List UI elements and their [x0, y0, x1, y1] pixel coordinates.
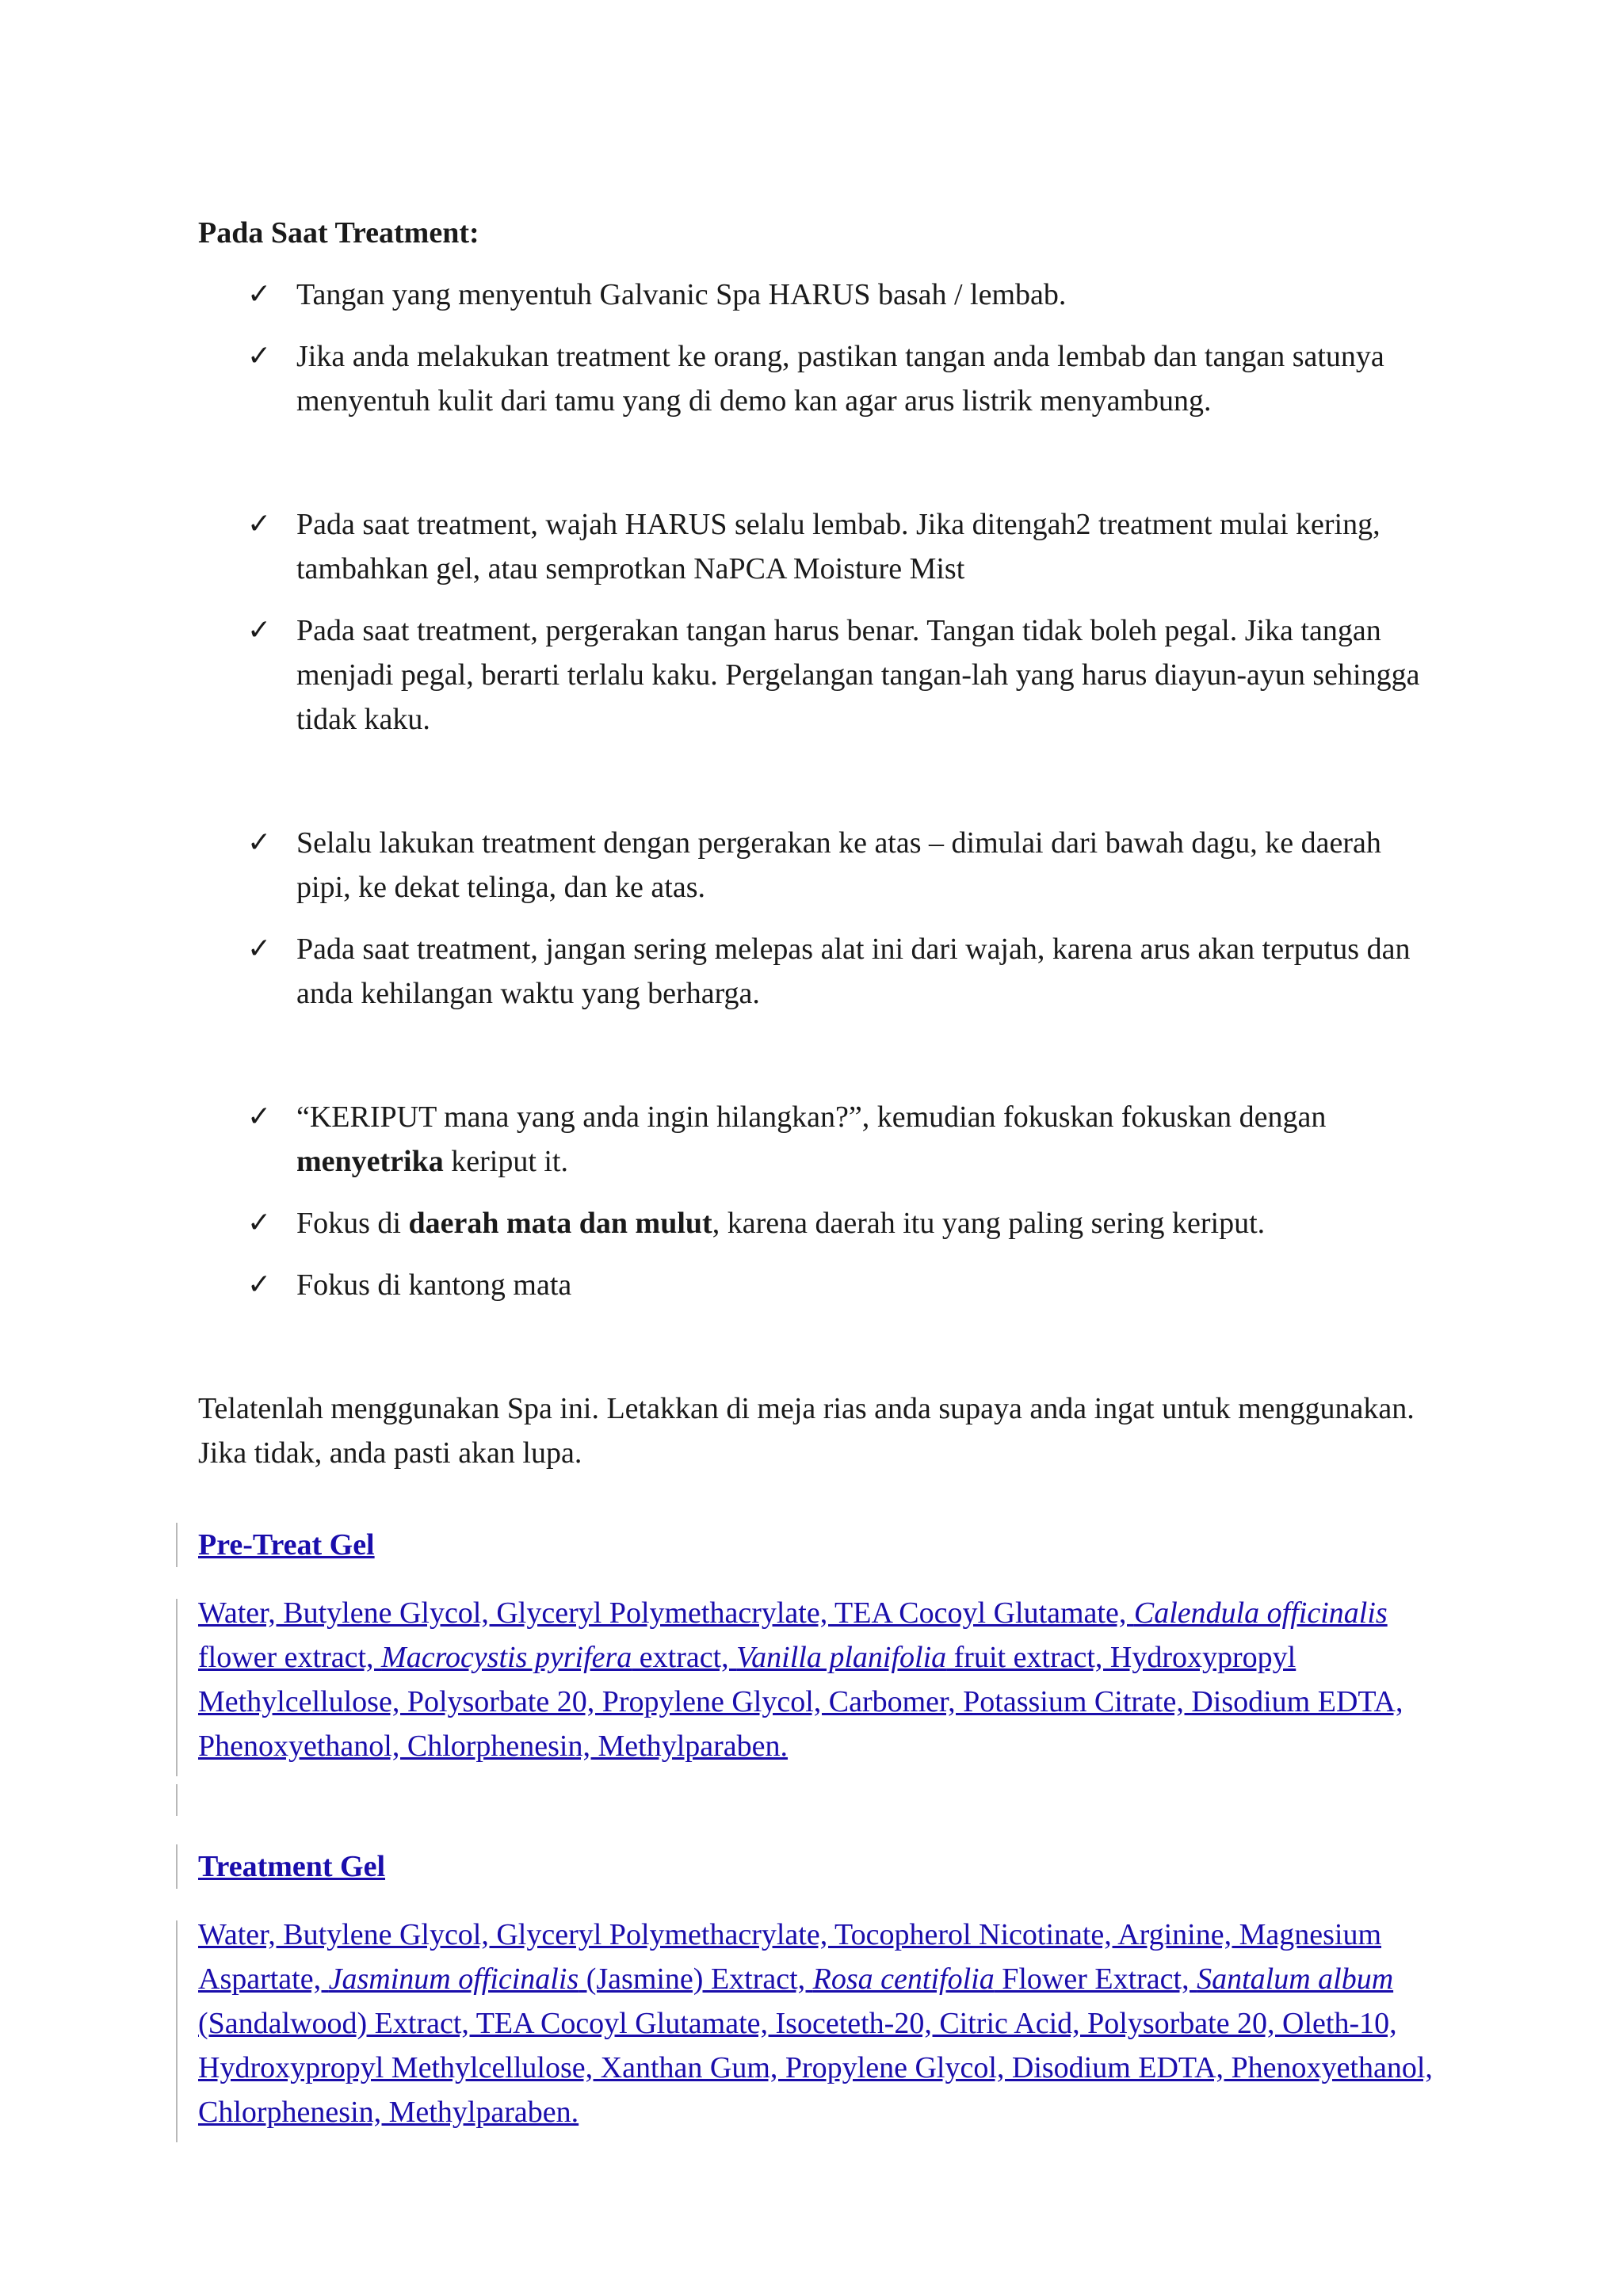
list-item-text: Pada saat treatment, wajah HARUS selalu lembab. Jika ditengah2 treatment mulai kering, tambahkan gel, atau semprotkan NaPCA Moisture Mist: [296, 508, 1381, 585]
checklist: [198, 273, 1434, 1307]
quote-bar: [176, 1920, 178, 2142]
text-run: Fokus di: [296, 1207, 409, 1240]
text-run: flower extract,: [198, 1641, 382, 1674]
text-run: “KERIPUT mana yang anda ingin hilangkan?”, kemudian fokuskan fokuskan dengan: [296, 1100, 1327, 1134]
text-run: , karena daerah itu yang paling sering keriput.: [712, 1207, 1266, 1240]
text-run: Flower Extract,: [994, 1962, 1197, 1996]
list-item: [198, 608, 1434, 742]
section-heading: Pada Saat Treatment:: [198, 216, 479, 250]
checkmark-icon: ✓: [247, 340, 272, 372]
treatment-gel-link[interactable]: Treatment Gel: [198, 1850, 386, 1883]
quote-bar: [176, 1523, 178, 1567]
pretreat-ingredients-link[interactable]: [198, 1591, 1434, 1768]
list-item: [198, 273, 1434, 317]
list-item-text: Tangan yang menyentuh Galvanic Spa HARUS basah / lembab.: [296, 278, 1067, 311]
italic-text: Santalum album: [1197, 1962, 1394, 1996]
checkmark-icon: ✓: [247, 1207, 272, 1239]
italic-text: Jasminum officinalis: [328, 1962, 579, 1996]
text-run: (Sandalwood) Extract, TEA Cocoyl Glutamate, Isoceteth-20, Citric Acid, Polysorbate 20, Oleth-10, Hydroxypropyl Methylcellulose, Xanthan Gum, Propylene Glycol, Disodium EDTA, Phenoxyethanol, Chlorphenesin, Methylparaben.: [198, 2007, 1433, 2129]
quote-bar: [176, 1844, 178, 1889]
checkmark-icon: ✓: [247, 614, 272, 646]
quote-bar: [176, 1599, 178, 1776]
list-item: [198, 821, 1434, 910]
text-run: Water, Butylene Glycol, Glyceryl Polymethacrylate, TEA Cocoyl Glutamate,: [198, 1596, 1134, 1630]
list-item-text: Jika anda melakukan treatment ke orang, pastikan tangan anda lembab dan tangan satunya menyentuh kulit dari tamu yang di demo kan agar arus listrik menyambung.: [296, 340, 1384, 418]
list-item: [198, 334, 1434, 423]
text-run: keriput it.: [443, 1145, 568, 1178]
list-item: [198, 1095, 1434, 1184]
bold-text: menyetrika: [296, 1145, 444, 1178]
checkmark-icon: ✓: [247, 1268, 272, 1301]
italic-text: Vanilla planifolia: [736, 1641, 947, 1674]
list-item-text: Pada saat treatment, pergerakan tangan harus benar. Tangan tidak boleh pegal. Jika tangan menjadi pegal, berarti terlalu kaku. Pergelangan tangan-lah yang harus diayun-ayun sehingga tidak kaku.: [296, 614, 1420, 736]
text-run: (Jasmine) Extract,: [579, 1962, 813, 1996]
list-item-text: [296, 1207, 1265, 1240]
list-item: [198, 1263, 1434, 1307]
italic-text: Rosa centifolia: [812, 1962, 995, 1996]
text-run: fruit extract, Hydroxypropyl Methylcellulose, Polysorbate 20, Propylene Glycol, Carbomer, Potassium Citrate, Disodium EDTA, Phenoxyethanol, Chlorphenesin, Methylparaben.: [198, 1641, 1403, 1763]
quote-bar: [176, 1784, 178, 1816]
list-item: [198, 927, 1434, 1016]
checkmark-icon: ✓: [247, 278, 272, 311]
pretreat-gel-section: [198, 1523, 1434, 1768]
list-item-text: Selalu lakukan treatment dengan pergerakan ke atas – dimulai dari bawah dagu, ke daerah pipi, ke dekat telinga, dan ke atas.: [296, 826, 1381, 904]
checkmark-icon: ✓: [247, 826, 272, 859]
document-page: [198, 211, 1434, 2134]
list-item-text: Fokus di kantong mata: [296, 1268, 572, 1302]
list-item: [198, 502, 1434, 591]
bold-text: daerah mata dan mulut: [408, 1207, 712, 1240]
list-item-text: Pada saat treatment, jangan sering melepas alat ini dari wajah, karena arus akan terputus dan anda kehilangan waktu yang berharga.: [296, 933, 1411, 1010]
list-item-text: [296, 1100, 1326, 1178]
pretreat-gel-link[interactable]: Pre-Treat Gel: [198, 1528, 375, 1562]
closing-paragraph: Telatenlah menggunakan Spa ini. Letakkan di meja rias anda supaya anda ingat untuk menggunakan. Jika tidak, anda pasti akan lupa.: [198, 1392, 1415, 1470]
checkmark-icon: ✓: [247, 933, 272, 965]
italic-text: Macrocystis pyrifera: [381, 1641, 632, 1674]
treatment-gel-section: [198, 1844, 1434, 2134]
treatment-ingredients-link[interactable]: [198, 1913, 1434, 2134]
list-item: [198, 1201, 1434, 1245]
text-run: Water, Butylene Glycol, Glyceryl Polymethacrylate, Tocopherol Nicotinate, Arginine, Magnesium Aspartate,: [198, 1918, 1382, 1996]
text-run: extract,: [632, 1641, 737, 1674]
italic-text: Calendula officinalis: [1133, 1596, 1388, 1630]
checkmark-icon: ✓: [247, 1100, 272, 1133]
checkmark-icon: ✓: [247, 508, 272, 540]
